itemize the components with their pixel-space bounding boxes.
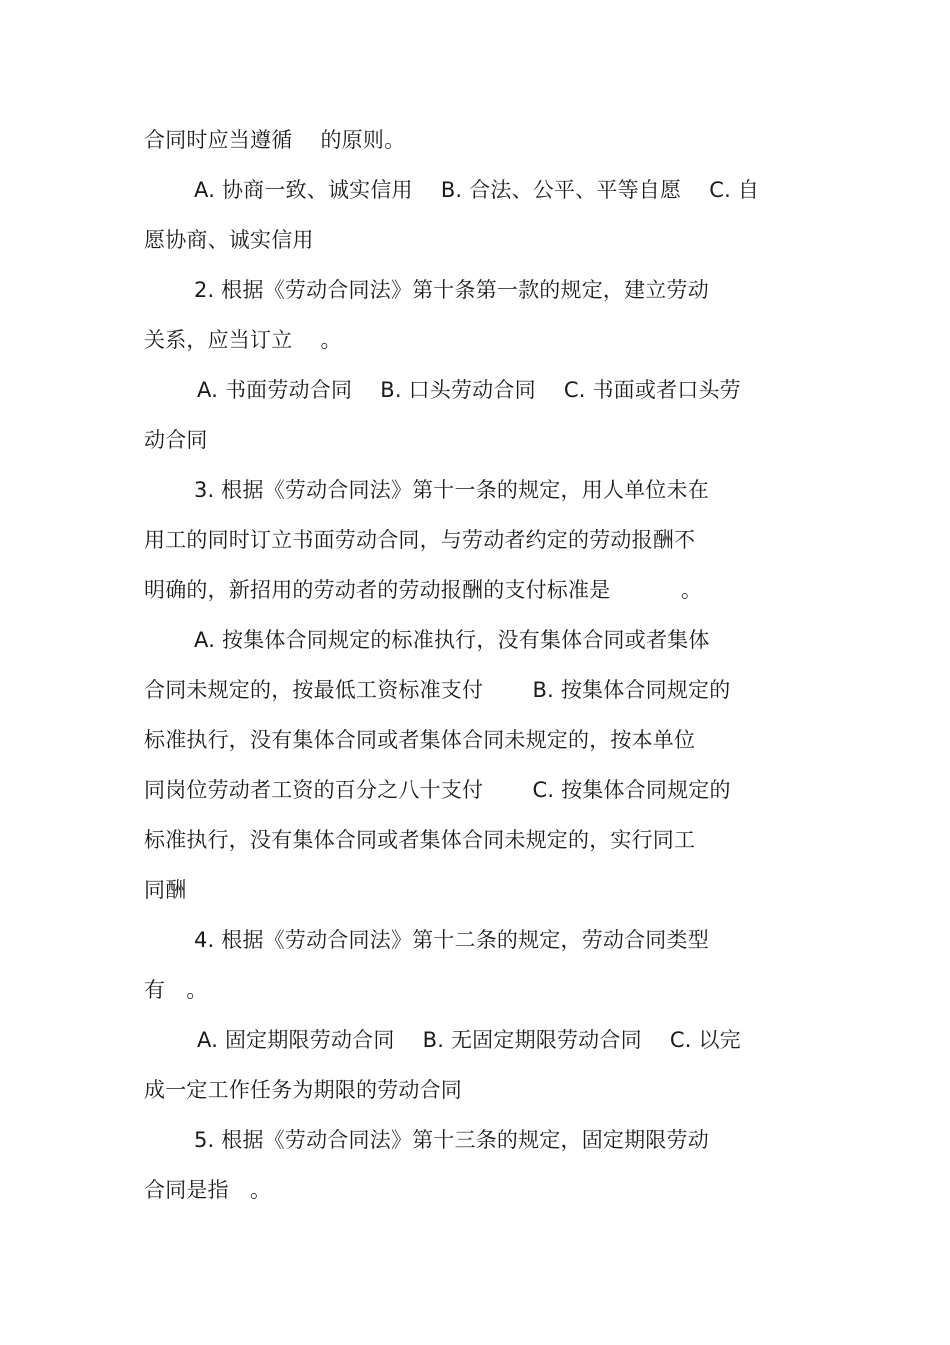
text-line: 愿协商、诚实信用 <box>144 228 314 252</box>
text-line: 关系，应当订立 。 <box>144 328 342 352</box>
option-line: A. 按集体合同规定的标准执行，没有集体合同或者集体 <box>194 628 710 652</box>
text-line: 合同未规定的，按最低工资标准支付 B. 按集体合同规定的 <box>144 678 731 702</box>
text-line: 同酬 <box>144 878 187 902</box>
text-line: 标准执行，没有集体合同或者集体合同未规定的，按本单位 <box>144 728 696 752</box>
option-line: A. 协商一致、诚实信用 B. 合法、公平、平等自愿 C. 自 <box>194 178 760 202</box>
question-line: 5. 根据《劳动合同法》第十三条的规定，固定期限劳动 <box>194 1128 709 1152</box>
question-line: 2. 根据《劳动合同法》第十条第一款的规定，建立劳动 <box>194 278 709 302</box>
text-line: 明确的，新招用的劳动者的劳动报酬的支付标准是 。 <box>144 578 703 602</box>
text-line: 同岗位劳动者工资的百分之八十支付 C. 按集体合同规定的 <box>144 778 731 802</box>
option-line: A. 固定期限劳动合同 B. 无固定期限劳动合同 C. 以完 <box>197 1028 741 1052</box>
question-line: 4. 根据《劳动合同法》第十二条的规定，劳动合同类型 <box>194 928 709 952</box>
text-line: 成一定工作任务为期限的劳动合同 <box>144 1078 462 1102</box>
question-line: 3. 根据《劳动合同法》第十一条的规定，用人单位未在 <box>194 478 709 502</box>
text-line: 合同是指 。 <box>144 1178 272 1202</box>
text-line: 用工的同时订立书面劳动合同，与劳动者约定的劳动报酬不 <box>144 528 696 552</box>
text-line: 有 。 <box>144 978 208 1002</box>
option-line: A. 书面劳动合同 B. 口头劳动合同 C. 书面或者口头劳 <box>197 378 741 402</box>
text-line: 合同时应当遵循 的原则。 <box>144 128 406 152</box>
text-line: 动合同 <box>144 428 208 452</box>
text-line: 标准执行，没有集体合同或者集体合同未规定的，实行同工 <box>144 828 696 852</box>
